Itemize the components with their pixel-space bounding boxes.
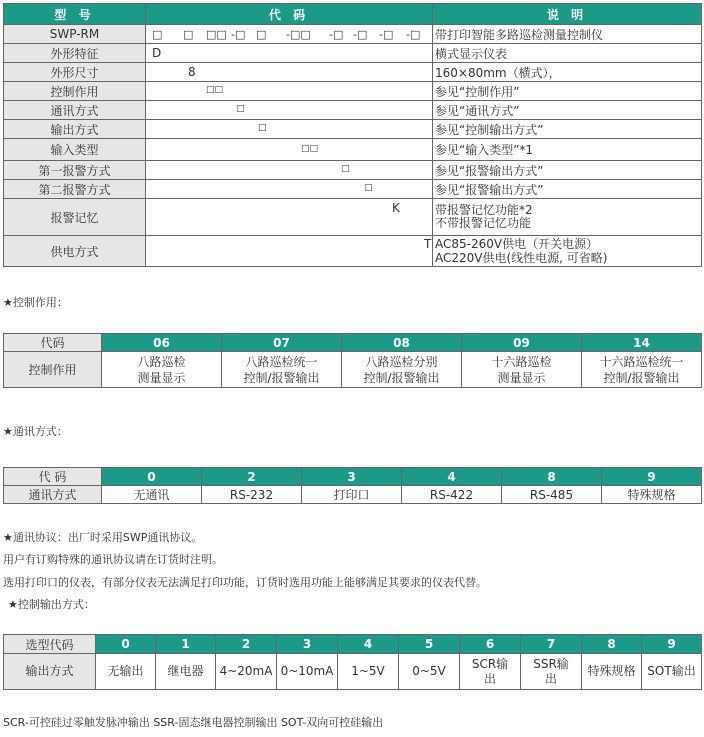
output-cell <box>460 654 521 690</box>
control-cell-line: 控制/报警输出 <box>363 370 440 385</box>
row-label: 报警记忆 <box>4 199 146 236</box>
control-header-label: 代码 <box>4 334 102 352</box>
code-value: □□ <box>301 144 319 154</box>
control-cell-line: 十六路巡检 <box>491 354 552 369</box>
code-mark: □□ <box>206 28 227 41</box>
header-desc: 说 明 <box>433 4 702 25</box>
code-mark: □ <box>256 28 267 41</box>
comm-code: 8 <box>502 468 602 486</box>
code-value: □ <box>341 164 350 174</box>
output-cell <box>399 654 460 690</box>
code-mark: -□ <box>329 28 344 41</box>
row-label: 外形特征 <box>4 44 146 63</box>
output-title: ★控制输出方式： <box>8 598 95 611</box>
model-table <box>3 3 702 267</box>
comm-code: 4 <box>402 468 502 486</box>
code-mark: -□ <box>406 28 421 41</box>
output-code: 4 <box>338 635 399 654</box>
comm-value: RS-485 <box>502 486 602 504</box>
control-cell-line: 十六路巡检统一 <box>599 354 684 369</box>
row-desc-line: 带报警记忆功能*2 <box>435 203 533 217</box>
model-desc: 带打印智能多路巡检测量控制仪 <box>433 25 702 44</box>
output-cell <box>582 654 642 690</box>
row-desc-multi <box>433 236 702 267</box>
code-value: □ <box>236 104 245 114</box>
row-desc-line: 不带报警记忆功能 <box>435 216 532 230</box>
code-value: □□ <box>206 85 224 95</box>
code-value: 8 <box>188 65 196 79</box>
note-protocol: ★通讯协议：出厂时采用SWP通讯协议。 <box>3 531 203 544</box>
output-cell-line: 无输出 <box>107 664 144 678</box>
row-desc: 参见“报警输出方式” <box>433 161 702 180</box>
code-mark: □ <box>152 28 163 41</box>
output-code: 2 <box>216 635 277 654</box>
control-cell-line: 测量显示 <box>497 370 546 385</box>
comm-value: RS-232 <box>202 486 302 504</box>
control-title: ★控制作用： <box>3 296 68 309</box>
output-row-label: 输出方式 <box>4 654 96 690</box>
row-label: 输出方式 <box>4 120 146 139</box>
control-code: 14 <box>582 334 702 352</box>
row-desc: 参见“控制输出方式” <box>433 120 702 139</box>
control-cell <box>102 352 222 388</box>
model-name: SWP-RM <box>4 25 146 44</box>
comm-title: ★通讯方式： <box>3 425 68 438</box>
output-code: 7 <box>521 635 582 654</box>
comm-code: 9 <box>602 468 702 486</box>
footer-note: SCR-可控硅过零触发脉冲输出 SSR-固态继电器控制输出 SOT-双向可控硅输出 <box>3 716 384 729</box>
control-cell <box>222 352 342 388</box>
code-mark: -□ <box>231 28 246 41</box>
control-cell-line: 八路巡检 <box>137 354 186 369</box>
output-cell <box>642 654 702 690</box>
control-cell-line: 控制/报警输出 <box>603 370 680 385</box>
comm-code: 3 <box>302 468 402 486</box>
comm-value: 特殊规格 <box>602 486 702 504</box>
row-label: 输入类型 <box>4 139 146 161</box>
output-cell <box>521 654 582 690</box>
control-cell <box>582 352 702 388</box>
output-header-label: 选型代码 <box>4 635 96 654</box>
output-cell-line: SCR输 <box>471 656 509 671</box>
header-model: 型 号 <box>4 4 146 25</box>
output-code: 3 <box>277 635 338 654</box>
output-cell <box>338 654 399 690</box>
control-cell <box>462 352 582 388</box>
output-cell-line: 0~5V <box>412 664 446 678</box>
output-cell <box>156 654 216 690</box>
output-cell-line: 4~20mA <box>219 664 273 678</box>
code-value: □ <box>364 183 373 193</box>
output-cell <box>96 654 156 690</box>
control-code: 09 <box>462 334 582 352</box>
comm-header-label: 代 码 <box>4 468 102 486</box>
control-cell-line: 测量显示 <box>137 370 186 385</box>
row-label: 第二报警方式 <box>4 180 146 199</box>
output-code: 8 <box>582 635 642 654</box>
code-value: D <box>152 46 162 60</box>
row-desc-line: AC220V供电(线性电源, 可省略) <box>435 251 608 265</box>
control-cell-line: 八路巡检分别 <box>365 354 438 369</box>
control-cell <box>342 352 462 388</box>
code-mark: -□ <box>379 28 394 41</box>
output-cell-line: 出 <box>544 671 557 686</box>
output-cell-line: 继电器 <box>167 664 204 678</box>
code-mark: □ <box>183 28 194 41</box>
code-mark: -□ <box>353 28 368 41</box>
output-cell-line: SOT输出 <box>647 664 696 678</box>
control-table <box>3 333 702 388</box>
row-label: 通讯方式 <box>4 101 146 120</box>
comm-code: 2 <box>202 468 302 486</box>
output-code: 0 <box>96 635 156 654</box>
code-value: □ <box>258 123 267 133</box>
output-cell-line: 出 <box>483 671 496 686</box>
row-desc: 参见“通讯方式” <box>433 101 702 120</box>
code-value: K <box>392 201 400 215</box>
row-label: 控制作用 <box>4 82 146 101</box>
output-code: 9 <box>642 635 702 654</box>
note-special: 用户有订购特殊的通讯协议请在订货时注明。 <box>3 553 223 566</box>
output-table <box>3 634 702 690</box>
code-mark: -□□ <box>286 28 311 41</box>
output-code: 5 <box>399 635 460 654</box>
comm-value: 无通讯 <box>102 486 202 504</box>
comm-value: 打印口 <box>302 486 402 504</box>
header-code: 代 码 <box>146 4 433 25</box>
row-desc: 参见“控制作用” <box>433 82 702 101</box>
row-label: 供电方式 <box>4 236 146 267</box>
comm-value: RS-422 <box>402 486 502 504</box>
output-cell-line: 1~5V <box>351 664 385 678</box>
row-desc: 横式显示仪表 <box>433 44 702 63</box>
output-cell-line: 0~10mA <box>280 664 334 678</box>
output-cell-line: 特殊规格 <box>587 664 636 678</box>
comm-row-label: 通讯方式 <box>4 486 102 504</box>
control-row-label: 控制作用 <box>4 352 102 388</box>
control-code: 07 <box>222 334 342 352</box>
row-desc: 160×80mm（横式）， <box>433 63 702 82</box>
code-value: T <box>424 237 432 251</box>
comm-table <box>3 467 702 504</box>
control-code: 08 <box>342 334 462 352</box>
row-label: 外形尺寸 <box>4 63 146 82</box>
output-code: 1 <box>156 635 216 654</box>
output-code: 6 <box>460 635 521 654</box>
control-cell-line: 控制/报警输出 <box>243 370 320 385</box>
control-code: 06 <box>102 334 222 352</box>
row-desc: 参见“报警输出方式” <box>433 180 702 199</box>
control-cell-line: 八路巡检统一 <box>245 354 318 369</box>
row-desc-multi <box>433 199 702 236</box>
note-printer: 选用打印口的仪表，有部分仪表无法满足打印功能，订货时选用功能上能够满足其要求的仪表代替。 <box>3 576 487 589</box>
row-desc: 参见“输入类型”*1 <box>433 139 702 161</box>
row-label: 第一报警方式 <box>4 161 146 180</box>
comm-code: 0 <box>102 468 202 486</box>
output-cell <box>216 654 277 690</box>
row-desc-line: AC85-260V供电（开关电源） <box>435 237 599 251</box>
code-marks-row <box>146 25 433 44</box>
output-cell <box>277 654 338 690</box>
output-cell-line: SSR输 <box>533 656 569 671</box>
